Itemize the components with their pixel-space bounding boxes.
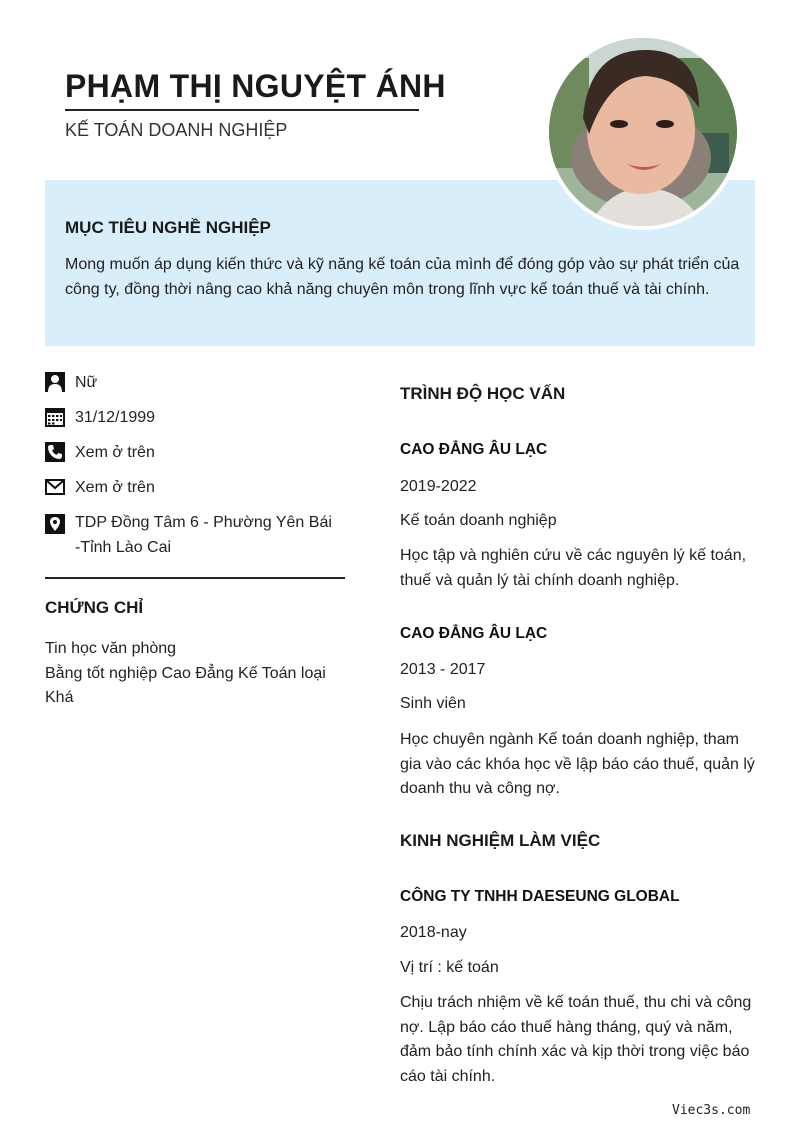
profile-photo [545,34,741,230]
info-email [45,475,345,500]
education-description: Học tập và nghiên cứu về các nguyên lý kế toán, thuế và quản lý tài chính doanh nghiệp. [400,547,747,589]
gender-value: Nữ [75,374,98,391]
education-heading: TRÌNH ĐỘ HỌC VẤN [400,384,566,403]
info-address [45,510,345,560]
experience-description: Chịu trách nhiệm về kế toán thuế, thu chi và công nợ. Lập báo cáo thuế hàng tháng, quý và năm, đảm bảo tính chính xác và kịp thời trong việc báo cáo tài chính. [400,994,752,1085]
objective-text: Mong muốn áp dụng kiến thức và kỹ năng kế toán của mình để đóng góp vào sự phát triển của công ty, đồng thời nâng cao khả năng chuyên môn trong lĩnh vực kế toán thuế và tài chính. [65,256,740,298]
education-description: Học chuyên ngành Kế toán doanh nghiệp, tham gia vào các khóa học về lập báo cáo thuế, quản lý doanh thu và công nợ. [400,731,755,797]
experience-period: 2018-nay [400,924,467,941]
certificates-heading: CHỨNG CHỈ [45,598,144,617]
birthday-value: 31/12/1999 [75,409,156,426]
experience-company: CÔNG TY TNHH DAESEUNG GLOBAL [400,888,680,905]
experience-position: Vị trí : kế toán [400,959,499,976]
education-school: CAO ĐẲNG ÂU LẠC [400,441,548,458]
info-birthday [45,405,345,430]
certificate-item: Bằng tốt nghiệp Cao Đẳng Kế Toán loại Khá [45,664,326,706]
candidate-name: PHẠM THỊ NGUYỆT ÁNH [65,68,446,104]
education-period: 2019-2022 [400,478,477,495]
left-divider [45,577,345,579]
experience-heading: KINH NGHIỆM LÀM VIỆC [400,831,601,850]
person-icon [45,372,65,392]
certificate-item: Tin học văn phòng [45,640,177,657]
education-school: CAO ĐẲNG ÂU LẠC [400,625,548,642]
mail-icon [45,477,65,497]
info-phone [45,440,345,465]
certificates-list [45,637,350,711]
address-value: TDP Đồng Tâm 6 - Phường Yên Bái -Tỉnh Lào Cai [75,514,332,556]
calendar-icon [45,407,65,427]
info-gender [45,370,345,395]
name-underline [65,109,419,111]
profile-photo-image [549,38,737,226]
watermark-text: Viec3s.com [672,1103,751,1118]
education-period: 2013 - 2017 [400,661,486,678]
phone-icon [45,442,65,462]
education-major: Sinh viên [400,695,466,712]
personal-info-list [45,370,345,570]
phone-value: Xem ở trên [75,444,155,461]
job-title: KẾ TOÁN DOANH NGHIỆP [65,120,288,140]
objective-heading: MỤC TIÊU NGHỀ NGHIỆP [65,218,271,237]
location-pin-icon [45,514,65,534]
email-value: Xem ở trên [75,479,155,496]
education-major: Kế toán doanh nghiệp [400,512,557,529]
